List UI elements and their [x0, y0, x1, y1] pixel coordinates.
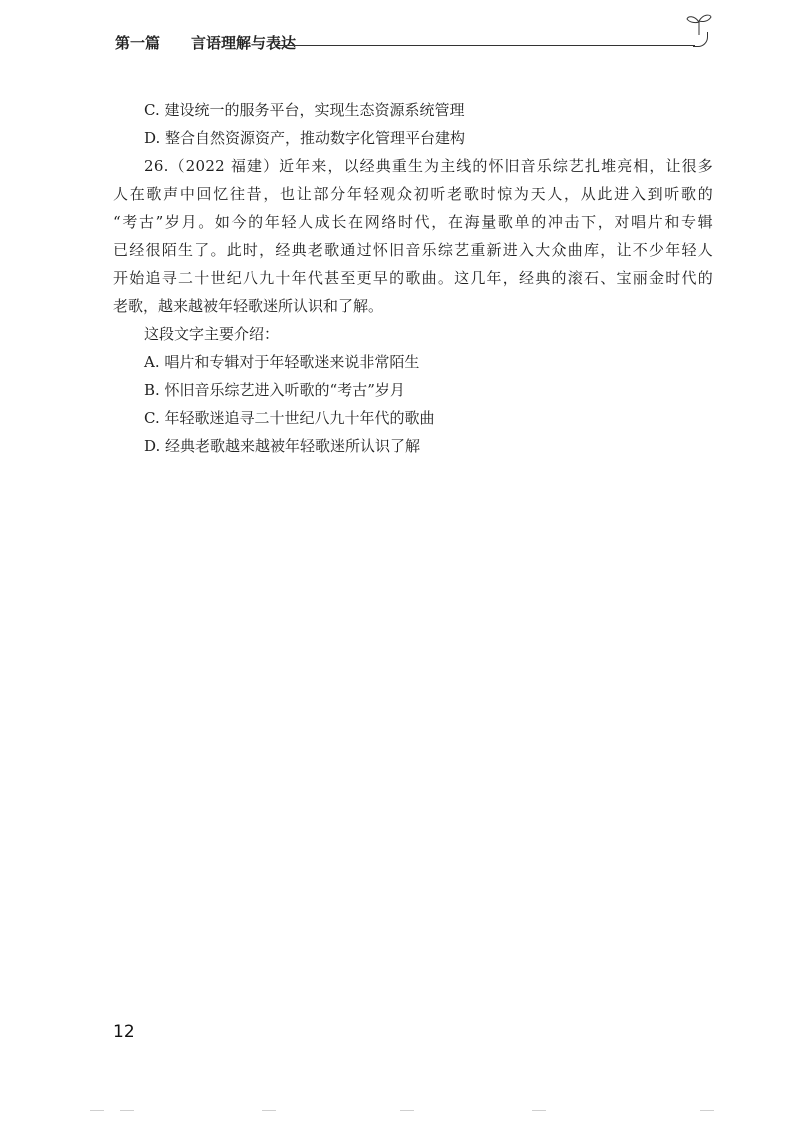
scan-speck: [120, 1110, 134, 1111]
question-stem-line: 26.（2022 福建）近年来，以经典重生为主线的怀旧音乐综艺扎堆亮相，让很多: [144, 157, 713, 175]
question-stem-line: 已经很陌生了。此时，经典老歌通过怀旧音乐综艺重新进入大众曲库，让不少年轻人: [113, 241, 713, 259]
page-content: [113, 96, 713, 460]
scan-speck: [262, 1110, 276, 1111]
page-number: 12: [113, 1022, 135, 1042]
answer-option-d: D. 经典老歌越来越被年轻歌迷所认识了解: [144, 437, 421, 455]
running-header: [115, 26, 715, 56]
header-chapter-title: 言语理解与表达: [191, 34, 297, 52]
answer-option-c: C. 年轻歌迷追寻二十世纪八九十年代的歌曲: [144, 409, 435, 427]
scan-speck: [700, 1110, 714, 1111]
question-stem-line: 开始追寻二十世纪八九十年代甚至更早的歌曲。这几年，经典的滚石、宝丽金时代的: [113, 269, 713, 287]
scan-speck: [90, 1110, 104, 1111]
scan-speck: [532, 1110, 546, 1111]
question-stem-line: 老歌，越来越被年轻歌迷所认识和了解。: [113, 297, 384, 315]
question-26: [113, 152, 713, 460]
header-part-label: 第一篇: [115, 34, 161, 52]
question-stem-line: 人在歌声中回忆往昔，也让部分年轻观众初听老歌时惊为天人，从此进入到听歌的: [113, 185, 713, 203]
header-rule: [275, 45, 695, 46]
answer-option-a: A. 唱片和专辑对于年轻歌迷来说非常陌生: [144, 353, 420, 371]
sprout-icon: [685, 12, 713, 36]
previous-option-c: C. 建设统一的服务平台，实现生态资源系统管理: [144, 101, 465, 119]
answer-option-b: B. 怀旧音乐综艺进入听歌的“考古”岁月: [144, 381, 405, 399]
previous-option-d: D. 整合自然资源资产，推动数字化管理平台建构: [144, 129, 466, 147]
scan-speck: [400, 1110, 414, 1111]
question-stem-line: “考古”岁月。如今的年轻人成长在网络时代，在海量歌单的冲击下，对唱片和专辑: [113, 213, 713, 231]
question-prompt: 这段文字主要介绍：: [144, 325, 280, 343]
